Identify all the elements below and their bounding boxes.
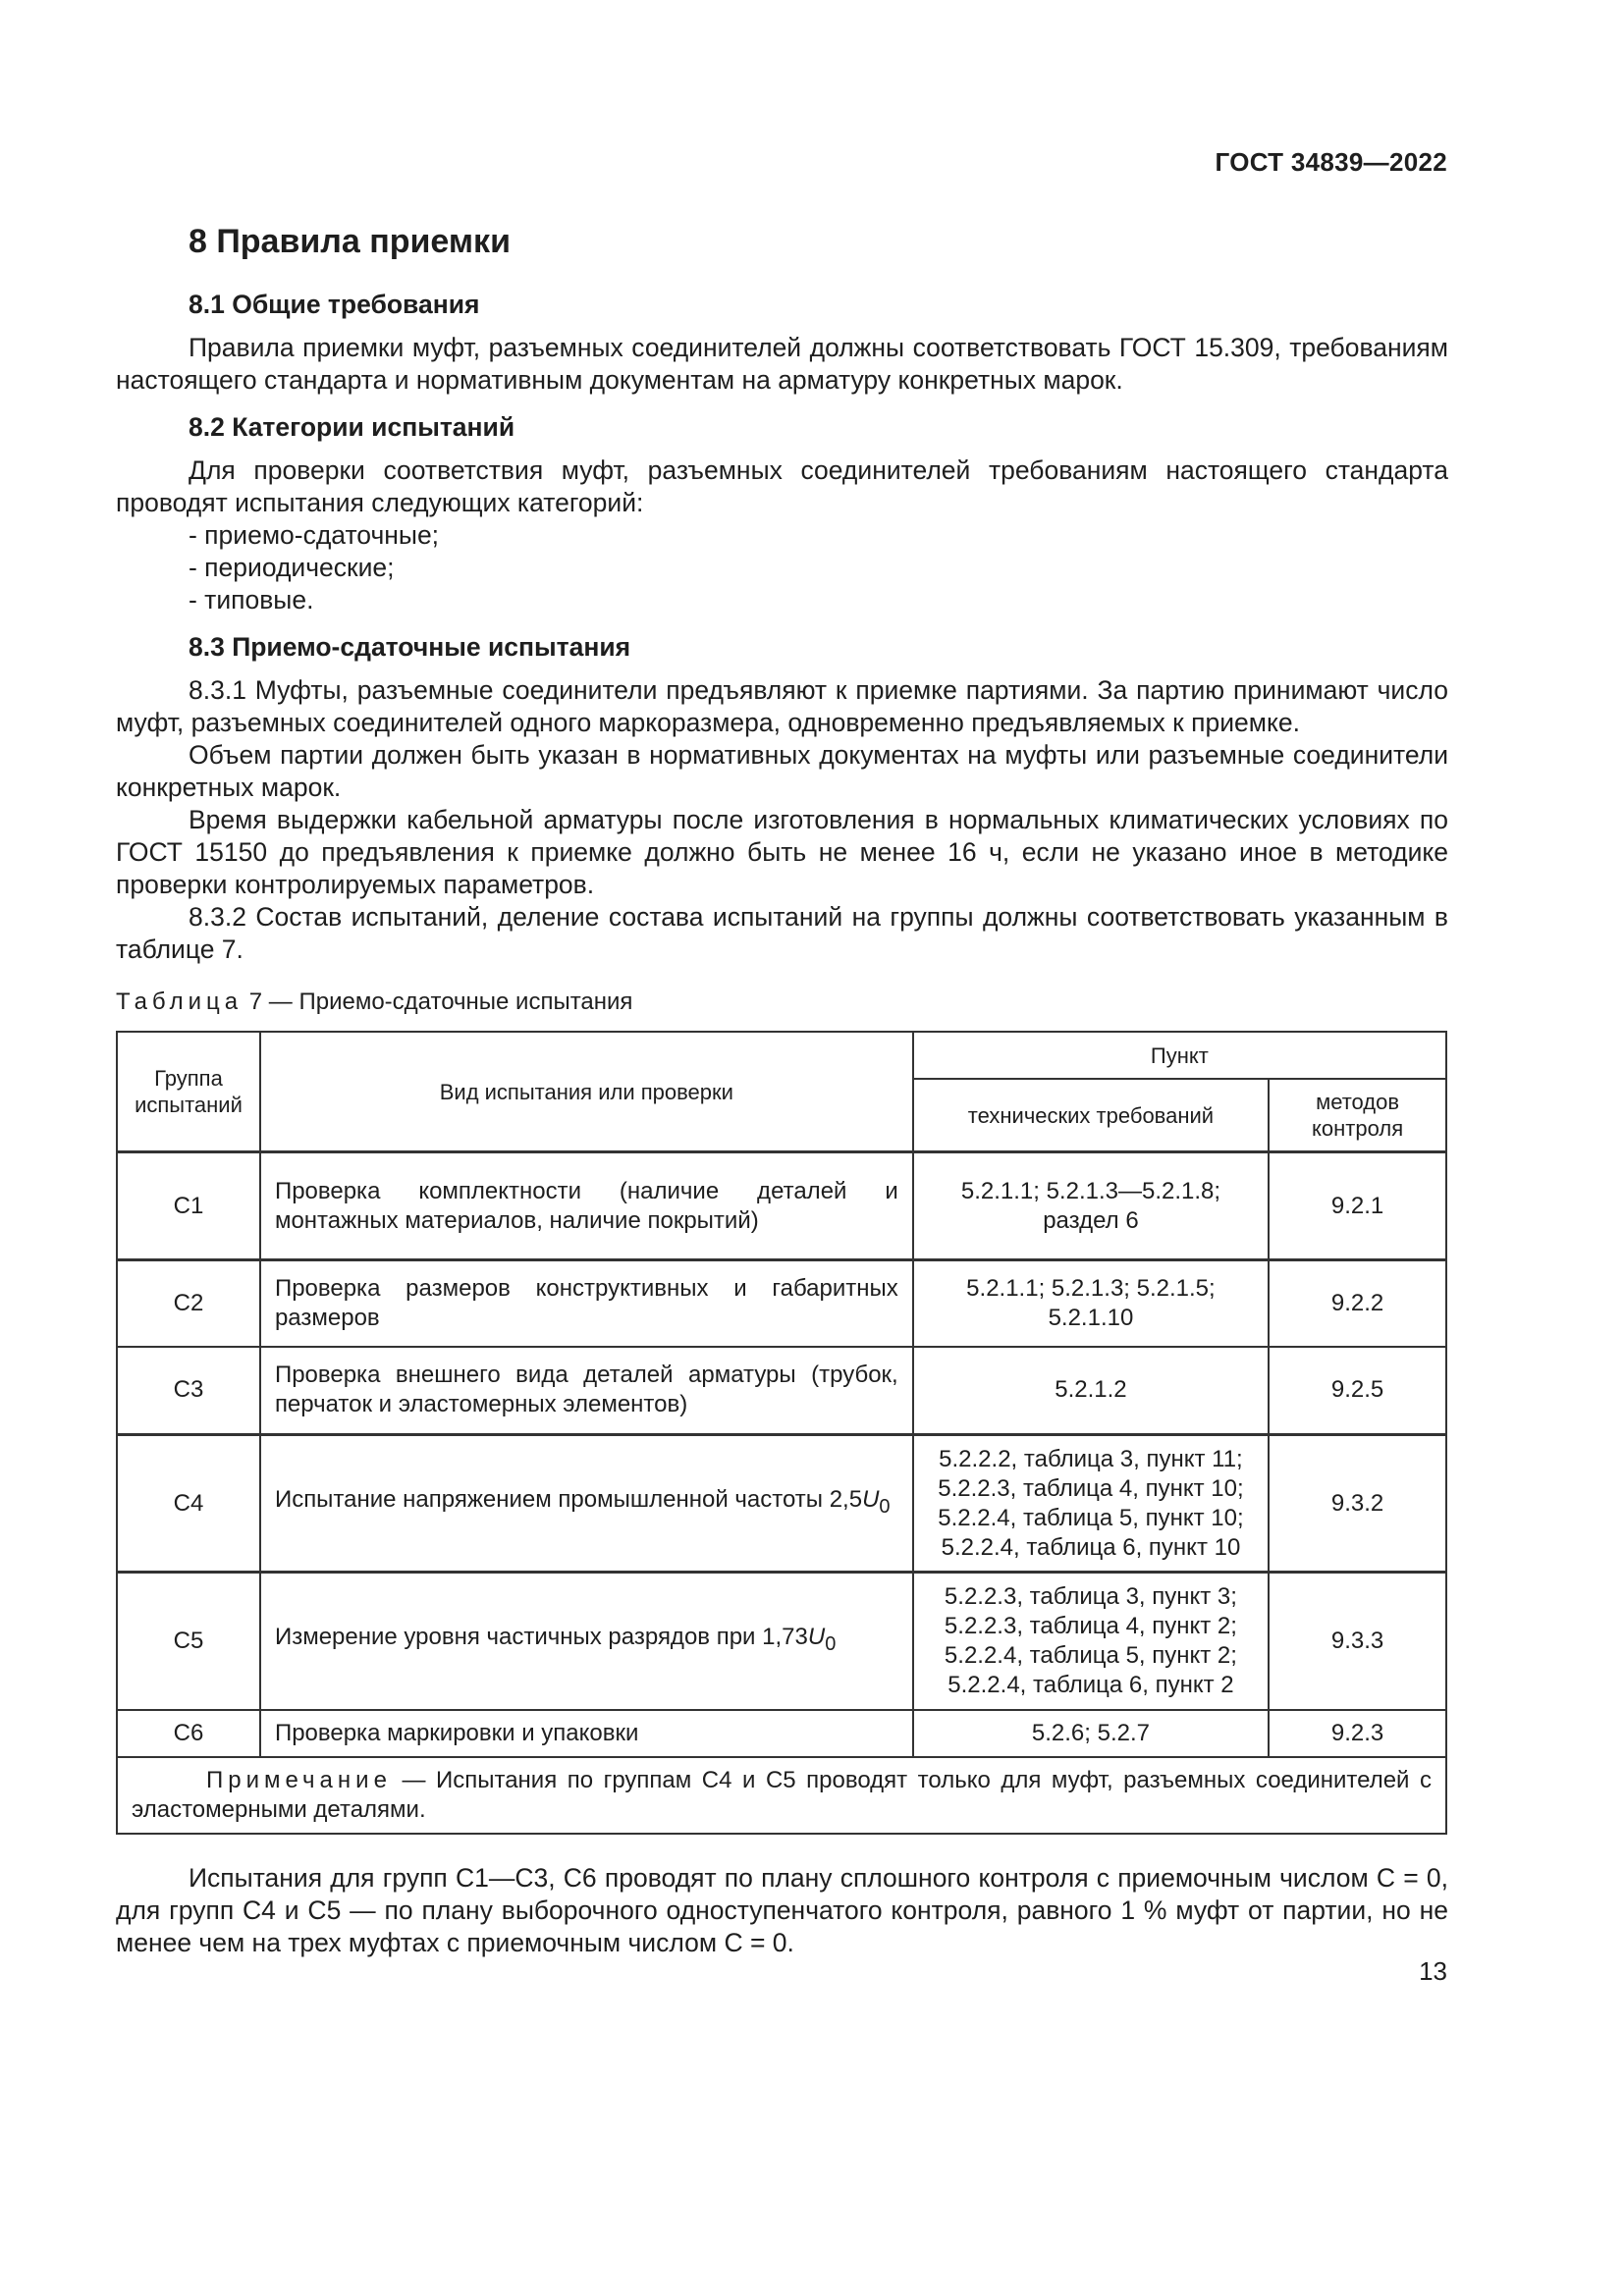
cell-kind <box>260 1573 913 1710</box>
cell-group: С4 <box>117 1435 260 1573</box>
list-item: - типовые. <box>189 585 314 614</box>
page-content <box>116 221 1448 1959</box>
table-caption-prefix: Таблица <box>116 988 244 1015</box>
test-categories-list <box>189 519 1448 616</box>
cell-tech: 5.2.1.2 <box>913 1347 1269 1435</box>
cell-tech: 5.2.6; 5.2.7 <box>913 1710 1269 1757</box>
header-methods: методов контроля <box>1269 1079 1446 1152</box>
cell-method: 9.2.2 <box>1269 1260 1446 1347</box>
cell-kind <box>260 1435 913 1573</box>
table-header-row <box>117 1032 1446 1079</box>
paragraph-8-1: Правила приемки муфт, разъемных соединителей должны соответствовать ГОСТ 15.309, требованиям настоящего стандарта и нормативным документам на арматуру конкретных марок. <box>116 333 1448 395</box>
paragraph-8-3-2: 8.3.2 Состав испытаний, деление состава испытаний на группы должны соответствовать указанным в таблице 7. <box>116 902 1448 964</box>
section-title: 8 Правила приемки <box>189 223 511 260</box>
cell-kind: Проверка внешнего вида деталей арматуры (трубок, перчаток и эластомерных элементов) <box>260 1347 913 1435</box>
list-item: - приемо-сдаточные; <box>189 520 440 550</box>
header-point: Пункт <box>913 1032 1446 1079</box>
table-row <box>117 1260 1446 1347</box>
table-row <box>117 1435 1446 1573</box>
cell-tech: 5.2.1.1; 5.2.1.3—5.2.1.8; раздел 6 <box>913 1152 1269 1260</box>
cell-group: С5 <box>117 1573 260 1710</box>
paragraph-8-3-1-volume: Объем партии должен быть указан в нормативных документах на муфты или разъемные соединители конкретных марок. <box>116 740 1448 802</box>
cell-method: 9.2.5 <box>1269 1347 1446 1435</box>
cell-kind: Проверка размеров конструктивных и габаритных размеров <box>260 1260 913 1347</box>
subsection-title-8-2: 8.2 Категории испытаний <box>189 412 515 442</box>
acceptance-tests-table <box>116 1031 1447 1835</box>
voltage-subscript: 0 <box>825 1633 837 1656</box>
cell-tech: 5.2.2.2, таблица 3, пункт 11; 5.2.2.3, таблица 4, пункт 10; 5.2.2.4, таблица 5, пункт 10; 5.2.2.4, таблица 6, пункт 10 <box>913 1435 1269 1573</box>
paragraph-8-3-1: 8.3.1 Муфты, разъемные соединители предъявляют к приемке партиями. За партию принимают число муфт, разъемных соединителей одного маркоразмера, одновременно предъявляемых к приемке. <box>116 675 1448 737</box>
table-row <box>117 1710 1446 1757</box>
table-caption-text: 7 — Приемо-сдаточные испытания <box>248 988 633 1015</box>
cell-group: С6 <box>117 1710 260 1757</box>
cell-group: С2 <box>117 1260 260 1347</box>
paragraph-8-2: Для проверки соответствия муфт, разъемных соединителей требованиям настоящего стандарта проводят испытания следующих категорий: <box>116 455 1448 517</box>
table-note <box>117 1757 1446 1834</box>
voltage-symbol: U <box>862 1486 880 1514</box>
list-item: - периодические; <box>189 553 395 582</box>
cell-tech: 5.2.2.3, таблица 3, пункт 3; 5.2.2.3, таблица 4, пункт 2; 5.2.2.4, таблица 5, пункт 2; 5.2.2.4, таблица 6, пункт 2 <box>913 1573 1269 1710</box>
cell-kind: Проверка маркировки и упаковки <box>260 1710 913 1757</box>
header-tech: технических требований <box>913 1079 1269 1152</box>
kind-text: Испытание напряжением промышленной частоты 2,5 <box>274 1486 863 1514</box>
cell-tech: 5.2.1.1; 5.2.1.3; 5.2.1.5; 5.2.1.10 <box>913 1260 1269 1347</box>
kind-text: Измерение уровня частичных разрядов при 1,73 <box>274 1624 808 1651</box>
table-caption <box>116 988 1448 1017</box>
cell-method: 9.2.1 <box>1269 1152 1446 1260</box>
table-row <box>117 1347 1446 1435</box>
page-number: 13 <box>1419 1956 1447 1986</box>
voltage-symbol: U <box>807 1624 826 1651</box>
table-note-row <box>117 1757 1446 1834</box>
header-kind: Вид испытания или проверки <box>260 1032 913 1152</box>
cell-method: 9.3.3 <box>1269 1573 1446 1710</box>
table-row <box>117 1152 1446 1260</box>
paragraph-sampling-plan: Испытания для групп С1—С3, С6 проводят по плану сплошного контроля с приемочным числом С = 0, для групп С4 и С5 — по плану выборочного одноступенчатого контроля, равного 1 % муфт от партии, но не менее чем на трех муфтах с приемочным числом С = 0. <box>116 1862 1448 1957</box>
cell-group: С1 <box>117 1152 260 1260</box>
header-group: Группа испытаний <box>117 1032 260 1152</box>
note-text: — Испытания по группам С4 и С5 проводят только для муфт, разъемных соединителей с эластомерными деталями. <box>132 1766 1432 1823</box>
cell-method: 9.2.3 <box>1269 1710 1446 1757</box>
document-header: ГОСТ 34839—2022 <box>1215 147 1447 177</box>
paragraph-8-3-1-time: Время выдержки кабельной арматуры после изготовления в нормальных климатических условиях по ГОСТ 15150 до предъявления к приемке должно быть не менее 16 ч, если не указано иное в методике проверки контролируемых параметров. <box>116 805 1448 899</box>
note-prefix: Примечание <box>206 1766 392 1793</box>
voltage-subscript: 0 <box>879 1495 891 1518</box>
cell-kind: Проверка комплектности (наличие деталей и монтажных материалов, наличие покрытий) <box>260 1152 913 1260</box>
subsection-title-8-1: 8.1 Общие требования <box>189 290 480 319</box>
subsection-title-8-3: 8.3 Приемо-сдаточные испытания <box>189 632 631 662</box>
cell-group: С3 <box>117 1347 260 1435</box>
table-row <box>117 1573 1446 1710</box>
cell-method: 9.3.2 <box>1269 1435 1446 1573</box>
